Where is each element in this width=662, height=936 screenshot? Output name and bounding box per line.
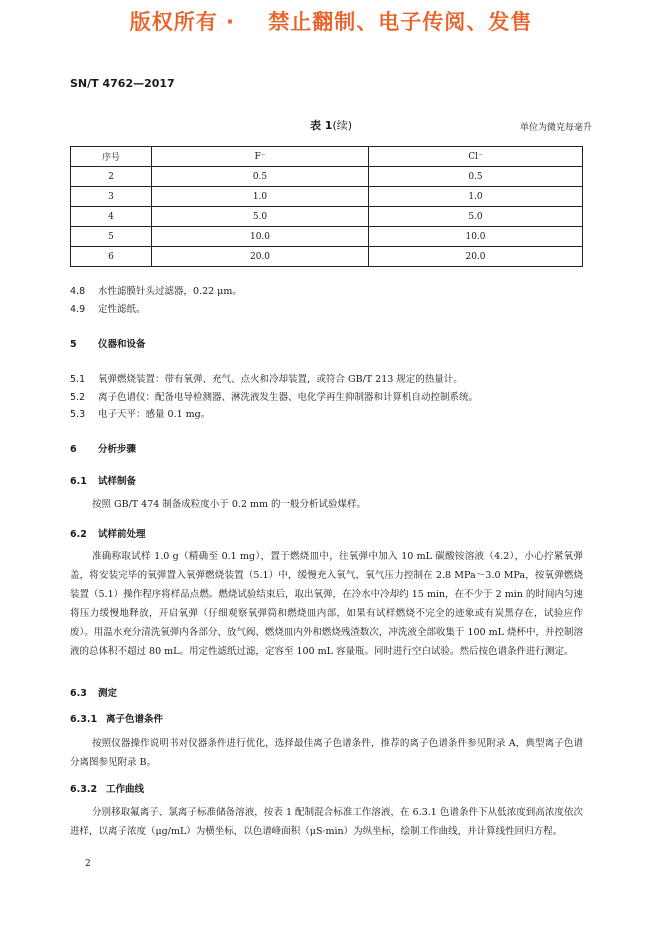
table-row — [71, 247, 583, 267]
table-cell: 10.0 — [152, 227, 369, 247]
table-row — [71, 207, 583, 227]
table-cell: 2 — [71, 167, 152, 187]
section-number: 6.3.2 — [70, 784, 98, 795]
table-title-suffix: (续) — [332, 119, 353, 132]
paragraph-6-3-1: 按照仪器操作说明书对仪器条件进行优化，选择最佳离子色谱条件，推荐的离子色谱条件参见附录 A，典型离子色谱分离图参见附录 B。 — [70, 738, 583, 768]
table-cell: 20.0 — [152, 247, 369, 267]
section-title: 试样制备 — [98, 476, 137, 487]
item-5-1 — [70, 371, 463, 385]
table-row — [71, 187, 583, 207]
clause-number: 5.1 — [70, 374, 86, 385]
table-cell: 4 — [71, 207, 152, 227]
section-number: 6.3 — [70, 688, 87, 699]
page-number: 2 — [85, 859, 91, 869]
section-title: 分析步骤 — [98, 444, 137, 455]
item-4-8 — [70, 283, 242, 297]
paragraph-6-3-2: 分别移取氟离子、氯离子标准储备溶液，按表 1 配制混合标准工作溶液，在 6.3.1 色谱条件下从低浓度到高浓度依次进样，以离子浓度（μg/mL）为横坐标，以色谱峰面积（μS·min）为纵坐标，绘制工作曲线，并计算线性回归方程。 — [70, 807, 583, 837]
section-number: 6.3.1 — [70, 714, 98, 725]
table-cell: 1.0 — [152, 187, 369, 207]
table-row — [71, 167, 583, 187]
table-unit: 单位为微克每毫升 — [519, 123, 592, 133]
section-title: 测定 — [98, 688, 118, 699]
item-4-9 — [70, 301, 146, 315]
watermark-banner: 版权所有 · 禁止翻制、电子传阅、发售 — [129, 10, 533, 34]
section-5-heading — [70, 336, 146, 350]
clause-number: 5.3 — [70, 409, 86, 420]
header-cell: F⁻ — [152, 147, 369, 167]
paragraph-6-2: 准确称取试样 1.0 g（精确至 0.1 mg），置于燃烧皿中，往氧弹中加入 10 mL 碳酸铵溶液（4.2），小心拧紧氧弹盖，将安装完毕的氧弹置入氧弹燃烧装置（5.1）中，缓慢充入氧气，氧气压力控制在 2.8 MPa～3.0 MPa，按氧弹燃烧装置（5.1）操作程序将样品点燃。燃烧试验结束后，取出氧弹，在冷水中冷却约 15 min，在不少于 2 min 的时间内匀速将压力缓慢地释放，开启氧弹（仔细观察氧弹筒和燃烧皿内部，如果有试样燃烧不完全的迹象或有炭黑存在，试验应作废）。用温水充分清洗氧弹内各部分、放气阀、燃烧皿内外和燃烧残渣数次，冲洗液全部收集于 100 mL 烧杯中，并控制溶液的总体积不超过 80 mL。用定性滤纸过滤，定容至 100 mL 容量瓶。同时进行空白试验。然后按色谱条件进行测定。 — [70, 551, 583, 657]
clause-number: 4.9 — [70, 304, 86, 315]
header-cell: Cl⁻ — [369, 147, 583, 167]
table-cell: 0.5 — [152, 167, 369, 187]
clause-text: 电子天平：感量 0.1 mg。 — [98, 409, 211, 420]
table-cell: 3 — [71, 187, 152, 207]
section-title: 工作曲线 — [106, 784, 145, 795]
table-cell: 5.0 — [152, 207, 369, 227]
section-number: 6.1 — [70, 476, 87, 487]
section-number: 6.2 — [70, 529, 87, 540]
table-title-label: 表 1 — [309, 119, 333, 132]
clause-text: 离子色谱仪：配备电导检测器、淋洗液发生器、电化学再生抑制器和计算机自动控制系统。 — [98, 392, 479, 403]
paragraph-6-1: 按照 GB/T 474 制备成粒度小于 0.2 mm 的一般分析试验煤样。 — [92, 499, 366, 510]
standard-number: SN/T 4762—2017 — [70, 77, 175, 90]
clause-number: 5.2 — [70, 392, 86, 403]
section-title: 试样前处理 — [98, 529, 146, 540]
table-header-row — [71, 147, 583, 167]
table-cell: 0.5 — [369, 167, 583, 187]
section-6-3-2-heading — [70, 781, 144, 795]
section-6-1-heading — [70, 473, 136, 487]
clause-text: 氧弹燃烧装置：带有氧弹、充气、点火和冷却装置，或符合 GB/T 213 规定的热量计。 — [98, 374, 463, 385]
section-number: 6 — [70, 444, 77, 455]
clause-text: 定性滤纸。 — [98, 304, 146, 315]
table-cell: 20.0 — [369, 247, 583, 267]
section-6-heading — [70, 441, 136, 455]
section-6-3-1-heading — [70, 711, 163, 725]
table-cell: 10.0 — [369, 227, 583, 247]
section-number: 5 — [70, 339, 77, 350]
header-cell: 序号 — [71, 147, 152, 167]
section-6-3-heading — [70, 685, 117, 699]
section-6-2-heading — [70, 526, 146, 540]
item-5-3 — [70, 406, 210, 420]
table-cell: 5 — [71, 227, 152, 247]
item-5-2 — [70, 389, 478, 403]
concentration-table — [70, 146, 583, 267]
table-cell: 5.0 — [369, 207, 583, 227]
clause-text: 水性滤膜针头过滤器，0.22 μm。 — [98, 286, 242, 297]
section-title: 离子色谱条件 — [106, 714, 164, 725]
clause-number: 4.8 — [70, 286, 86, 297]
table-row — [71, 227, 583, 247]
table-cell: 6 — [71, 247, 152, 267]
section-title: 仪器和设备 — [98, 339, 146, 350]
table-cell: 1.0 — [369, 187, 583, 207]
